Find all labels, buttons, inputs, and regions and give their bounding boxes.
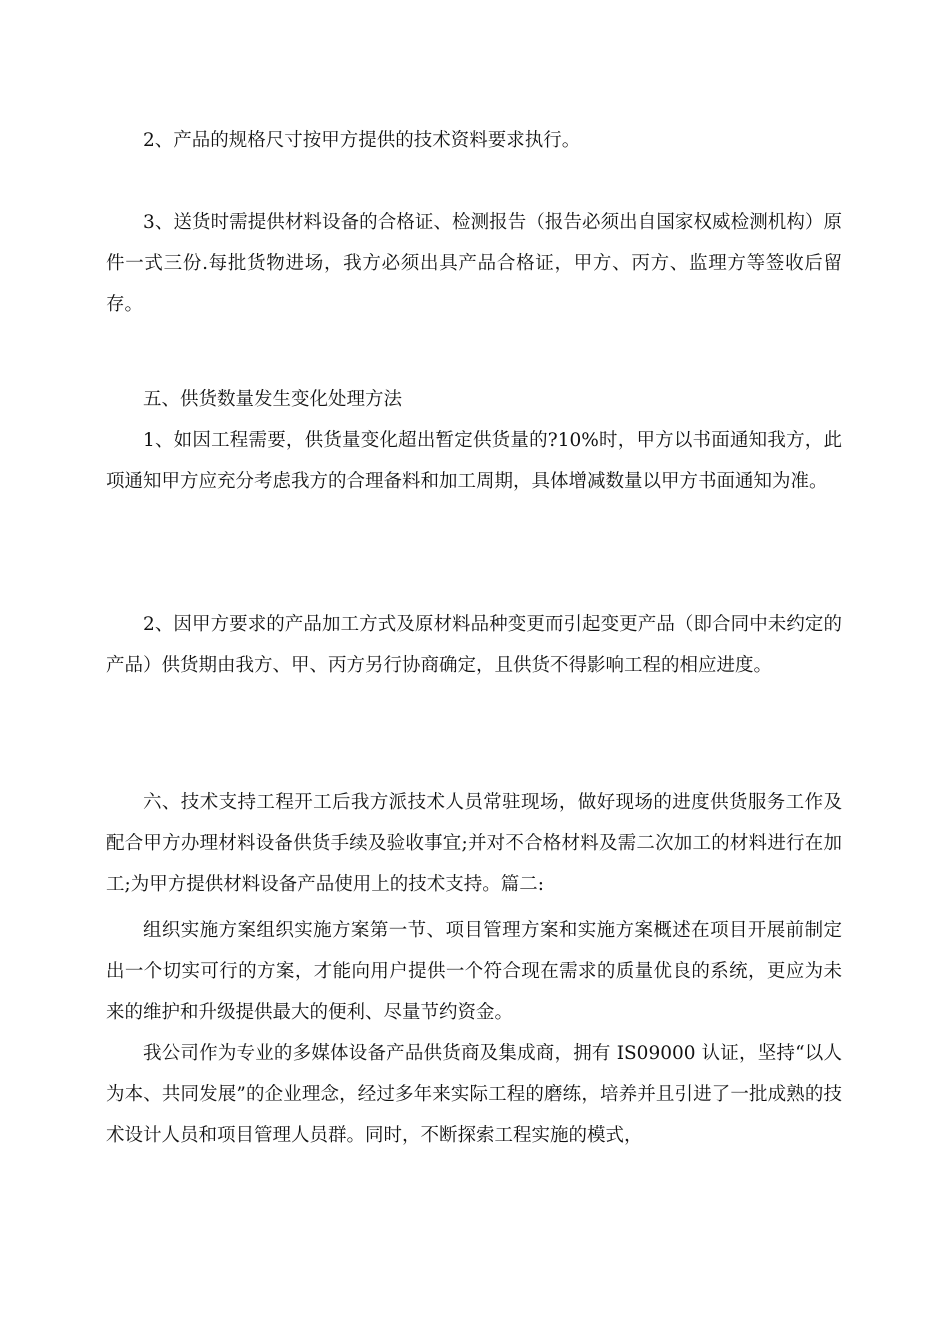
paragraph-quantity-change-2: 2、因甲方要求的产品加工方式及原材料品种变更而引起变更产品（即合同中未约定的产品）供货期由我方、甲、丙方另行协商确定，且供货不得影响工程的相应进度。 [106,614,842,676]
paragraph-spec-size: 2、产品的规格尺寸按甲方提供的技术资料要求执行。 [143,130,581,151]
paragraph-quantity-change-1: 1、如因工程需要，供货量变化超出暂定供货量的?10%时，甲方以书面通知我方，此项通知甲方应充分考虑我方的合理备料和加工周期，具体增减数量以甲方书面通知为准。 [106,430,842,492]
paragraph-technical-support: 六、技术支持工程开工后我方派技术人员常驻现场，做好现场的进度供货服务工作及配合甲方办理材料设备供货手续及验收事宜;并对不合格材料及需二次加工的材料进行在加工;为甲方提供材料设备产品使用上的技术支持。篇二: [106,792,842,895]
paragraph-company-profile: 我公司作为专业的多媒体设备产品供货商及集成商，拥有 IS09000 认证，坚持“以人为本、共同发展”的企业理念，经过多年来实际工程的磨练，培养并且引进了一批成熟的技术设计人员和项目管理人员群。同时，不断探索工程实施的模式， [106,1043,842,1146]
section-heading-quantity-change: 五、供货数量发生变化处理方法 [143,389,403,410]
paragraph-implementation-plan: 组织实施方案组织实施方案第一节、项目管理方案和实施方案概述在项目开展前制定出一个切实可行的方案，才能向用户提供一个符合现在需求的质量优良的系统，更应为未来的维护和升级提供最大的便利、尽量节约资金。 [106,920,842,1023]
paragraph-delivery-certificates: 3、送货时需提供材料设备的合格证、检测报告（报告必须出自国家权威检测机构）原件一式三份.每批货物进场，我方必须出具产品合格证，甲方、丙方、监理方等签收后留存。 [106,212,842,315]
